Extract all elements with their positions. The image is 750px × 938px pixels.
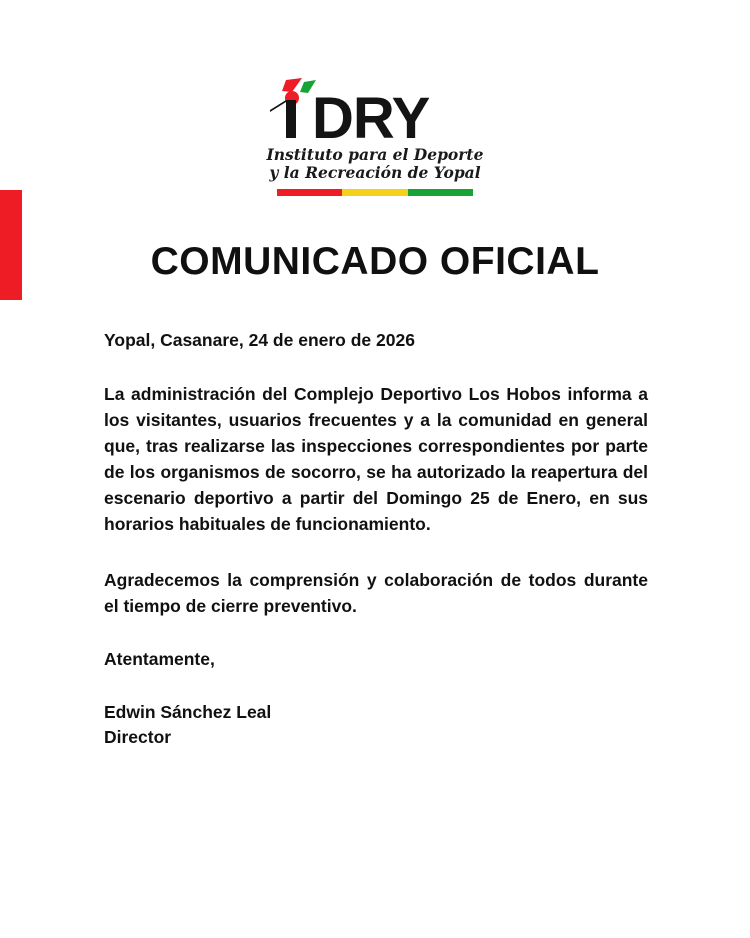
date-line: Yopal, Casanare, 24 de enero de 2026	[104, 330, 415, 350]
signer-name: Edwin Sánchez Leal	[104, 702, 272, 722]
logo-mark	[260, 78, 490, 140]
paragraph-1: La administración del Complejo Deportivo Los Hobos informa a los visitantes, usuarios frecuentes y a la comunidad en general que, tras realizarse las inspecciones correspondientes por parte de los organismos de socorro, se ha autorizado la reapertura del escenario deportivo a partir del Domingo 25 de Enero, en sus horarios habituales de funcionamiento.	[104, 384, 648, 534]
signature-block	[104, 700, 648, 750]
closing-line: Atentamente,	[104, 649, 215, 669]
page-title: COMUNICADO OFICIAL	[150, 240, 600, 283]
idry-logo-icon	[260, 78, 490, 140]
institution-logo	[0, 78, 750, 196]
svg-text:DRY: DRY	[312, 86, 430, 140]
logo-bar-yellow	[342, 189, 407, 196]
paragraph-2: Agradecemos la comprensión y colaboración de todos durante el tiempo de cierre preventivo.	[104, 570, 648, 616]
logo-bar-red	[277, 189, 342, 196]
logo-subtitle-line-2: y la Recreación de Yopal	[269, 163, 481, 182]
logo-color-bars	[277, 189, 473, 196]
logo-bar-green	[408, 189, 473, 196]
logo-subtitle-line-1: Instituto para el Deporte	[266, 145, 484, 164]
document-body	[104, 330, 648, 750]
signer-role: Director	[104, 727, 172, 747]
logo-subtitle	[267, 146, 484, 182]
